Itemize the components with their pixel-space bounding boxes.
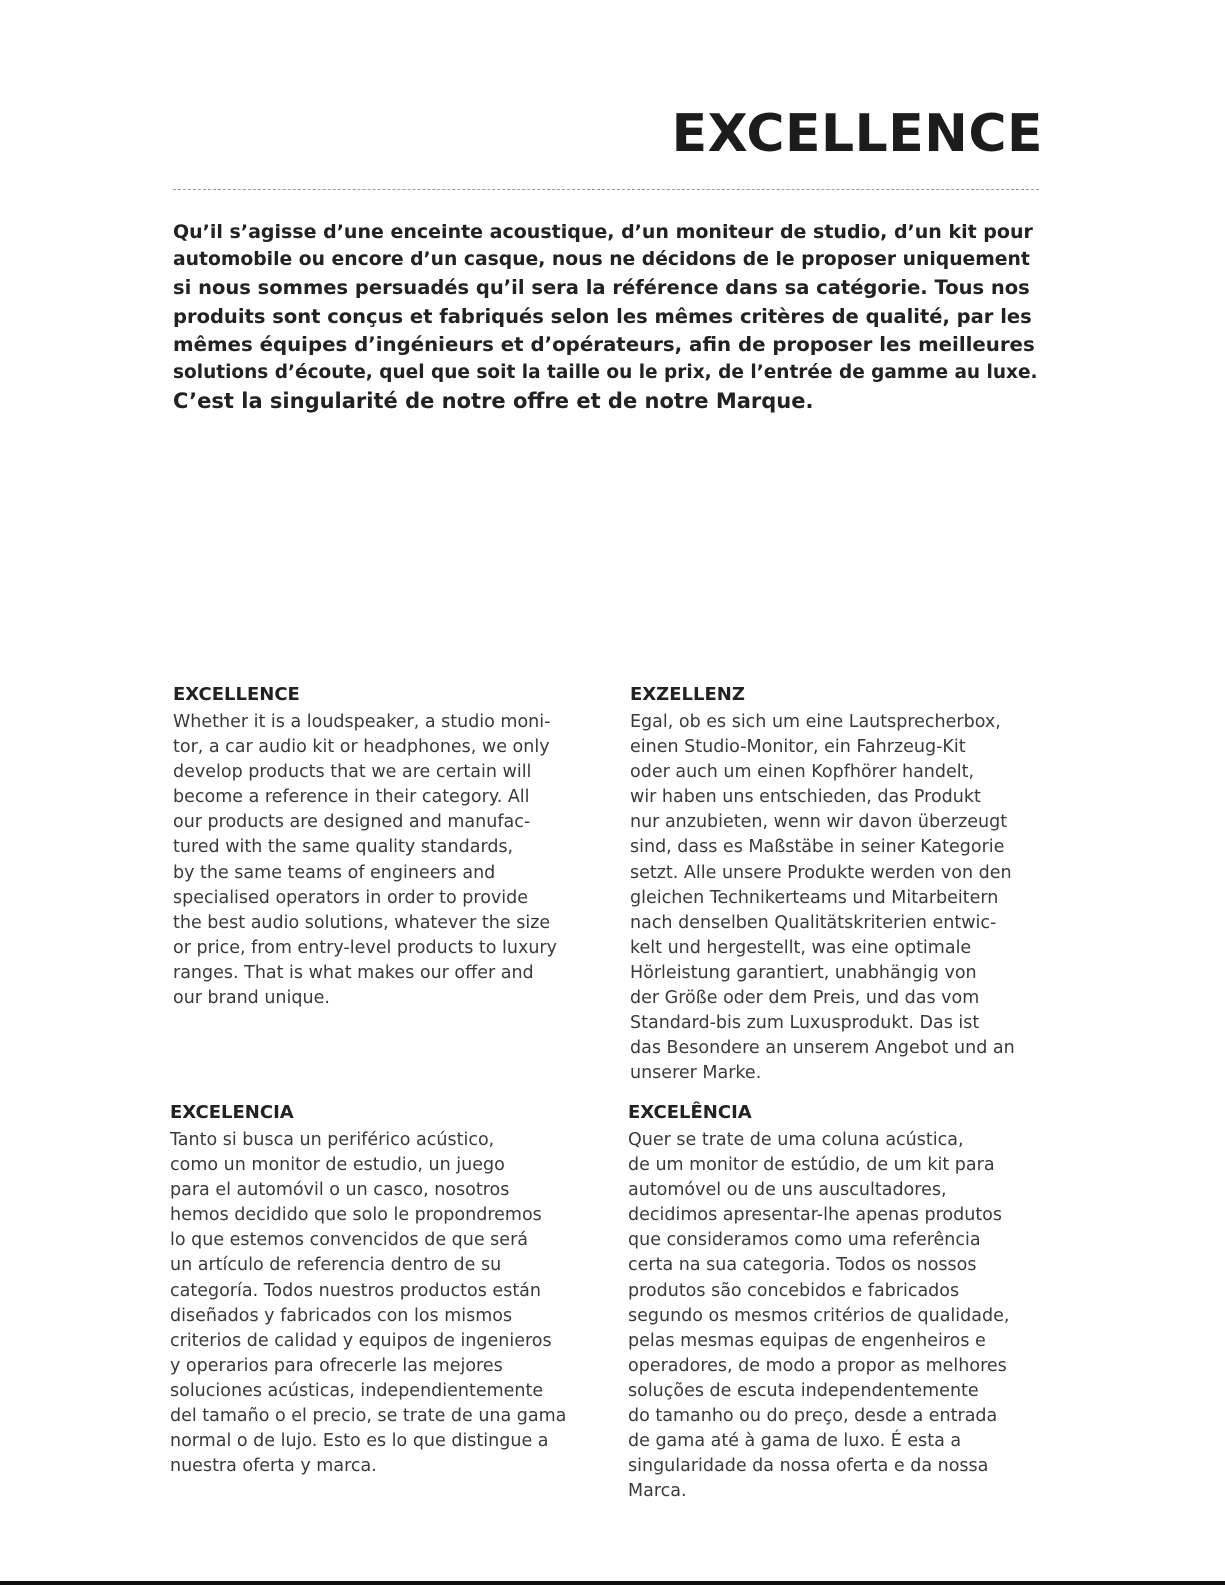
body-line: que consideramos como uma referência xyxy=(628,1230,981,1251)
body-line: normal o de lujo. Esto es lo que distingue a xyxy=(170,1431,549,1452)
section-heading: EXCELENCIA xyxy=(170,1102,294,1123)
body-line: Egal, ob es sich um eine Lautsprecherbox, xyxy=(630,712,1001,732)
body-line: setzt. Alle unsere Produkte werden von den xyxy=(630,862,1012,883)
body-line: Quer se trate de uma coluna acústica, xyxy=(628,1130,964,1150)
body-line: para el automóvil o un casco, nosotros xyxy=(170,1180,510,1201)
intro-line: automobile ou encore d’un casque, nous ne décidons de le proposer uniquement xyxy=(173,249,1030,271)
body-line: automóvel ou de uns auscultadores, xyxy=(628,1180,947,1201)
body-line: our products are designed and manufac- xyxy=(173,812,531,833)
body-line: our brand unique. xyxy=(173,988,330,1009)
section-portuguese xyxy=(628,1102,1040,1504)
body-line: nur anzubieten, wenn wir davon überzeugt xyxy=(630,812,1008,833)
body-line: un artículo de referencia dentro de su xyxy=(170,1255,502,1276)
intro-line: C’est la singularité de notre offre et de notre Marque. xyxy=(173,389,814,414)
body-line: de um monitor de estúdio, de um kit para xyxy=(628,1155,995,1176)
body-line: de gama até à gama de luxo. É esta a xyxy=(628,1431,962,1452)
body-line: Standard-bis zum Luxusprodukt. Das ist xyxy=(630,1013,980,1034)
page-title: EXCELLENCE xyxy=(671,104,1043,164)
body-line: tor, a car audio kit or headphones, we only xyxy=(173,737,550,758)
intro-line: si nous sommes persuadés qu’il sera la référence dans sa catégorie. Tous nos xyxy=(173,276,1030,300)
section-body xyxy=(628,1128,1040,1504)
body-line: hemos decidido que solo le propondremos xyxy=(170,1205,542,1226)
body-line: y operarios para ofrecerle las mejores xyxy=(170,1355,503,1376)
body-line: sind, dass es Maßstäbe in seiner Kategorie xyxy=(630,837,1005,858)
section-heading: EXCELLENCE xyxy=(173,684,300,705)
body-line: Tanto si busca un periférico acústico, xyxy=(170,1130,495,1150)
body-line: nuestra oferta y marca. xyxy=(170,1456,377,1477)
body-line: Marca. xyxy=(628,1481,687,1502)
body-line: ranges. That is what makes our offer and xyxy=(173,962,534,983)
body-line: singularidade da nossa oferta e da nossa xyxy=(628,1456,989,1477)
body-line: soluciones acústicas, independientemente xyxy=(170,1380,544,1401)
section-heading: EXZELLENZ xyxy=(630,684,745,705)
body-line: develop products that we are certain will xyxy=(173,762,532,783)
body-line: lo que estemos convencidos de que será xyxy=(170,1230,528,1251)
body-line: decidimos apresentar-lhe apenas produtos xyxy=(628,1205,1003,1226)
intro-line: mêmes équipes d’ingénieurs et d’opérateurs, afin de proposer les meilleures xyxy=(173,332,1035,356)
body-line: pelas mesmas equipas de engenheiros e xyxy=(628,1330,986,1351)
body-line: tured with the same quality standards, xyxy=(173,837,514,858)
section-body xyxy=(630,710,1042,1086)
section-heading: EXCELÊNCIA xyxy=(628,1102,752,1123)
page-bottom-edge xyxy=(0,1581,1225,1585)
body-line: the best audio solutions, whatever the size xyxy=(173,912,551,933)
intro-paragraph-fr xyxy=(173,218,1039,415)
intro-line: solutions d’écoute, quel que soit la taille ou le prix, de l’entrée de gamme au luxe. xyxy=(173,362,1038,384)
title-divider xyxy=(173,189,1039,190)
body-line: gleichen Technikerteams und Mitarbeitern xyxy=(630,887,999,908)
body-line: einen Studio-Monitor, ein Fahrzeug-Kit xyxy=(630,737,966,758)
body-line: produtos são concebidos e fabricados xyxy=(628,1280,960,1301)
body-line: operadores, de modo a propor as melhores xyxy=(628,1355,1007,1376)
body-line: diseñados y fabricados con los mismos xyxy=(170,1305,513,1326)
body-line: unserer Marke. xyxy=(630,1063,762,1084)
body-line: categoría. Todos nuestros productos están xyxy=(170,1280,541,1301)
body-line: criterios de calidad y equipos de ingenieros xyxy=(170,1330,552,1351)
body-line: der Größe oder dem Preis, und das vom xyxy=(630,988,980,1009)
intro-line: produits sont conçus et fabriqués selon les mêmes critères de qualité, par les xyxy=(173,304,1032,328)
body-line: Hörleistung garantiert, unabhängig von xyxy=(630,962,977,983)
intro-line: Qu’il s’agisse d’une enceinte acoustique, d’un moniteur de studio, d’un kit pour xyxy=(173,221,1033,243)
section-body xyxy=(170,1128,582,1479)
body-line: oder auch um einen Kopfhörer handelt, xyxy=(630,762,975,783)
body-line: como un monitor de estudio, un juego xyxy=(170,1155,505,1176)
body-line: by the same teams of engineers and xyxy=(173,862,496,883)
body-line: certa na sua categoria. Todos os nossos xyxy=(628,1255,977,1276)
section-body xyxy=(173,710,585,1011)
body-line: Whether it is a loudspeaker, a studio moni- xyxy=(173,712,551,732)
section-spanish xyxy=(170,1102,582,1479)
body-line: nach denselben Qualitätskriterien entwic- xyxy=(630,912,997,933)
body-line: do tamanho ou do preço, desde a entrada xyxy=(628,1406,998,1427)
body-line: soluções de escuta independentemente xyxy=(628,1380,979,1401)
body-line: segundo os mesmos critérios de qualidade, xyxy=(628,1305,1010,1326)
body-line: del tamaño o el precio, se trate de una gama xyxy=(170,1406,567,1427)
section-german xyxy=(630,684,1042,1086)
body-line: become a reference in their category. All xyxy=(173,787,530,808)
body-line: or price, from entry-level products to luxury xyxy=(173,937,557,958)
section-english xyxy=(173,684,585,1011)
body-line: specialised operators in order to provide xyxy=(173,887,529,908)
body-line: kelt und hergestellt, was eine optimale xyxy=(630,937,972,958)
body-line: wir haben uns entschieden, das Produkt xyxy=(630,787,981,808)
body-line: das Besondere an unserem Angebot und an xyxy=(630,1038,1015,1059)
